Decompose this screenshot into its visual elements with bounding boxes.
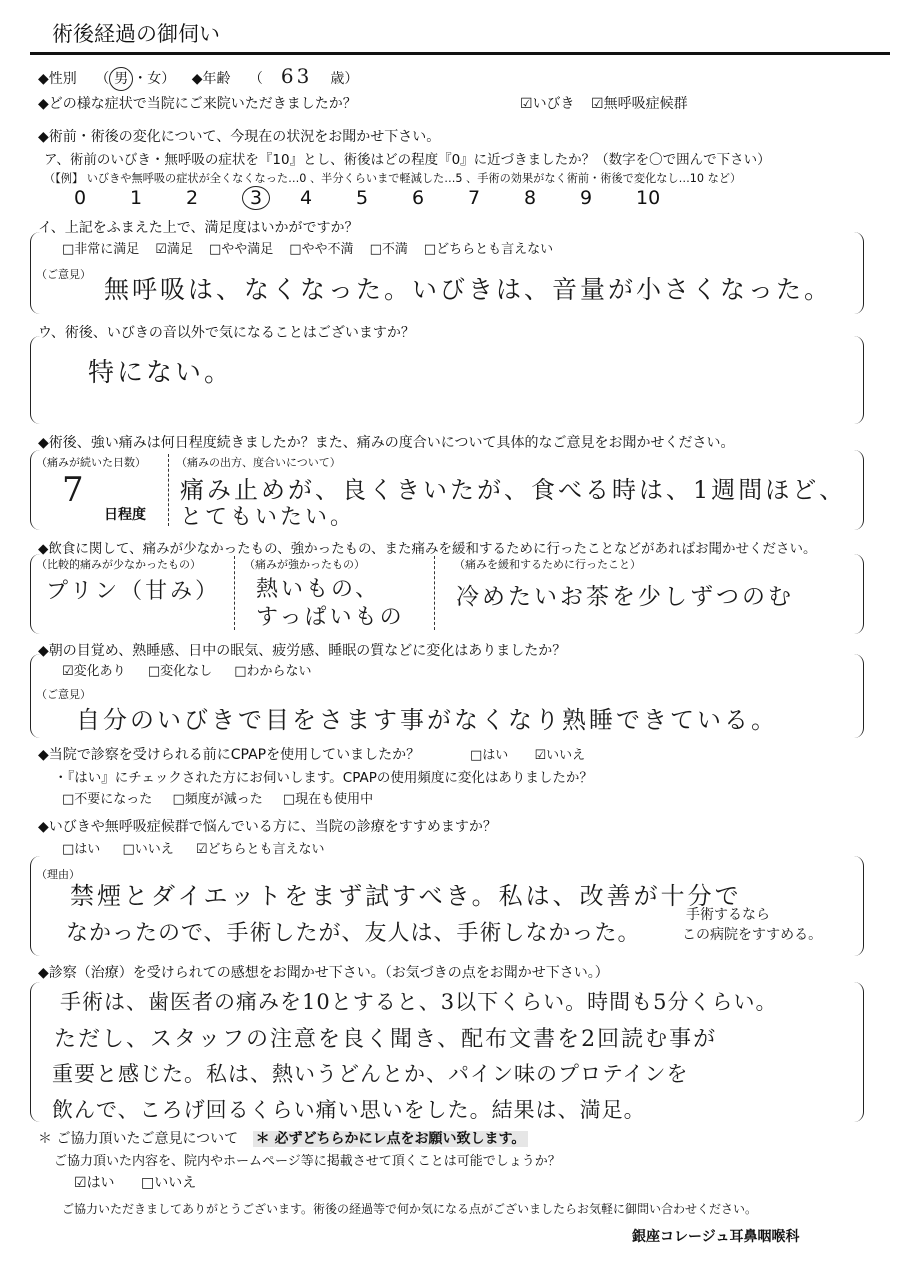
q5-days-unit: 日程度 [104,507,146,523]
q7-option-changed: 変化あり [73,664,126,679]
q8-option-yes[interactable]: □はい [470,748,509,763]
checked-box-icon[interactable]: ☑ [62,664,74,679]
scale-number[interactable]: 7 [468,187,481,209]
checked-box-icon[interactable]: ☑ [520,96,533,112]
q6-col3-answer[interactable]: 冷めたいお茶を少しずつのむ [456,584,794,610]
q8-sub-options [62,788,373,807]
q8-text: ◆当院で診察を受けられる前にCPAPを使用していましたか？ [38,747,421,763]
checked-box-icon[interactable]: ☑ [534,748,547,763]
q2-scale [74,186,692,210]
q9-option-yes[interactable]: □はい [62,842,101,857]
scale-number[interactable]: 5 [356,187,369,209]
consent-note-a: ＊ ご協力頂いたご意見について [38,1131,239,1147]
q3-text: イ、上記をふまえた上で、満足度はいかがですか？ [38,220,359,236]
age-label: ◆年齢 [191,71,231,87]
q8-sub: ・『はい』にチェックされた方にお伺いします。CPAPの使用頻度に変化はありましたか？ [54,770,593,786]
checked-box-icon[interactable]: ☑ [195,842,208,857]
sex-row [38,64,358,91]
q3-option[interactable]: □やや満足 [208,242,274,257]
scale-number[interactable]: 4 [300,187,313,209]
q3-option[interactable]: □非常に満足 [62,242,140,257]
q1-options [520,93,688,113]
q3-answer[interactable]: 無呼吸は、なくなった。いびきは、音量が小さくなった。 [104,275,833,304]
q5-text: ◆術後、強い痛みは何日程度続きましたか？また、痛みの度合いについて具体的なご意見をお聞かせください。 [38,435,735,451]
scale-number[interactable]: 6 [412,187,425,209]
checked-box-icon[interactable]: ☑ [155,242,167,257]
q4-text: ウ、術後、いびきの音以外で気になることはございますか？ [38,325,415,341]
q6-separator-2 [434,556,436,630]
age-unit: 歳） [330,71,359,87]
q8-option-no: いいえ [546,748,586,763]
q9-text: ◆いびきや無呼吸症候群で悩んでいる方に、当院の診療をすすめますか？ [38,819,497,835]
q9-options [62,838,325,857]
scale-number[interactable]: 0 [74,187,87,209]
q10-answer-line2[interactable]: ただし、スタッフの注意を良く聞き、配布文書を2回読む事が [54,1027,718,1052]
q6-col2-answer2[interactable]: すっぱいもの [256,605,405,630]
q6-col1-label: （比較的痛みが少なかったもの） [36,558,201,571]
sex-label: ◆性別 [38,71,77,87]
age-open: （ [248,71,263,87]
q6-col3-label: （痛みを緩和するために行ったこと） [454,558,641,571]
q9-answer-line1[interactable]: 禁煙とダイエットをまず試すべき。私は、改善が十分で [70,882,742,910]
checked-box-icon[interactable]: ☑ [591,96,604,112]
q7-answer[interactable]: 自分のいびきで目をさます事がなくなり熟睡できている。 [76,706,778,734]
q7-option-unknown[interactable]: □わからない [234,664,312,679]
q9-option-no[interactable]: □いいえ [122,842,174,857]
sex-option-female[interactable]: ・女） [133,71,176,87]
consent-option-no[interactable]: □いいえ [141,1175,197,1191]
q9-answer-note2[interactable]: この病院をすすめる。 [682,927,823,943]
q3-option[interactable]: □不満 [369,242,408,257]
q9-answer-note1[interactable]: 手術するなら [686,907,770,923]
q1-option-snoring: いびき [532,96,575,112]
scale-number[interactable]: 8 [524,187,537,209]
q7-text: ◆朝の目覚め、熟睡感、日中の眠気、疲労感、睡眠の質などに変化はありましたか？ [38,643,567,659]
footer-thanks: ご協力いただきましてありがとうございます。術後の経過等で何か気になる点がございましたらお気軽に御問い合わせください。 [62,1202,758,1216]
q10-answer-line3[interactable]: 重要と感じた。私は、熱いうどんとか、パイン味のプロテインを [52,1062,689,1086]
consent-option-yes: はい [86,1175,115,1191]
scale-number[interactable]: 2 [186,187,199,209]
q9-answer-line2[interactable]: なかったので、手術したが、友人は、手術しなかった。 [66,921,641,946]
q5-days-label: （痛みが続いた日数） [36,456,146,469]
q5-answer-line2[interactable]: とてもいたい。 [180,505,356,530]
q4-answer[interactable]: 特にない。 [88,358,234,388]
q1-option-apnea: 無呼吸症候群 [603,96,688,112]
q8-sub-option-reduced[interactable]: □頻度が減った [172,792,263,807]
q5-separator [168,454,170,526]
q7-option-unchanged[interactable]: □変化なし [147,664,213,679]
q2-text: ◆術前・術後の変化について、今現在の状況をお聞かせ下さい。 [38,129,441,145]
sex-open: （ [95,71,110,87]
q6-col2-answer1[interactable]: 熱いもの、 [256,577,381,602]
page-title: 術後経過の御伺い [52,22,220,46]
q7-opinion-label: （ご意見） [36,688,91,701]
scale-number-selected[interactable]: 3 [242,186,270,210]
q3-opinion-label: （ご意見） [36,268,91,281]
consent-options [74,1172,196,1192]
q9-reason-label: （理由） [36,868,80,881]
q6-col2-label: （痛みが強かったもの） [244,558,365,571]
q5-degree-label: （痛みの出方、度合いについて） [176,456,341,469]
q5-answer-line1[interactable]: 痛み止めが、良くきいたが、食べる時は、1週間ほど、 [180,476,847,504]
consent-question: ご協力頂いた内容を、院内やホームページ等に掲載させて頂くことは可能でしょうか？ [54,1154,561,1169]
q2-sub-a: ア、術前のいびき・無呼吸の症状を『10』とし、術後はどの程度『0』に近づきましたか？（数字を〇で囲んで下さい） [44,152,771,168]
q6-separator-1 [234,556,236,630]
scale-number[interactable]: 1 [130,187,143,209]
q8-sub-option-unneeded[interactable]: □不要になった [62,792,153,807]
scale-number[interactable]: 9 [580,187,593,209]
q10-text: ◆診察（治療）を受けられての感想をお聞かせ下さい。（お気づきの点をお聞かせ下さい。） [38,965,609,981]
age-value[interactable]: 63 [280,64,313,88]
clinic-name: 銀座コレージュ耳鼻咽喉科 [632,1229,800,1245]
q6-col1-answer[interactable]: プリン（甘み） [46,579,221,604]
q10-answer-line4[interactable]: 飲んで、ころげ回るくらい痛い思いをした。結果は、満足。 [52,1098,646,1122]
consent-notes [38,1128,528,1148]
q8-options [470,744,585,763]
consent-note-b: ＊ 必ずどちらかにレ点をお願い致します。 [253,1131,529,1147]
q1-text: ◆どの様な症状で当院にご来院いただきましたか？ [38,96,357,112]
sex-selected-male[interactable]: 男 [109,67,133,91]
q3-option[interactable]: □やや不満 [289,242,354,257]
q3-option: 満足 [166,242,193,257]
scale-number[interactable]: 10 [636,187,661,209]
q8-sub-option-still[interactable]: □現在も使用中 [282,792,374,807]
q2-example: （【例】 いびきや無呼吸の症状が全くなくなった…0 、半分くらいまで軽減した…5 、手術の効果がなく術前・術後で変化なし…10 など） [44,172,742,185]
title-underline [30,52,890,55]
q9-option-neither: どちらとも言えない [207,842,325,857]
q5-days-value[interactable]: 7 [62,470,87,510]
q3-option[interactable]: □どちらとも言えない [423,242,554,257]
checked-box-icon[interactable]: ☑ [74,1175,87,1191]
q6-text: ◆飲食に関して、痛みが少なかったもの、強かったもの、また痛みを緩和するために行ったことなどがあればお聞かせください。 [38,541,817,557]
q10-answer-line1[interactable]: 手術は、歯医者の痛みを10とすると、3以下くらい。時間も5分くらい。 [60,990,778,1014]
